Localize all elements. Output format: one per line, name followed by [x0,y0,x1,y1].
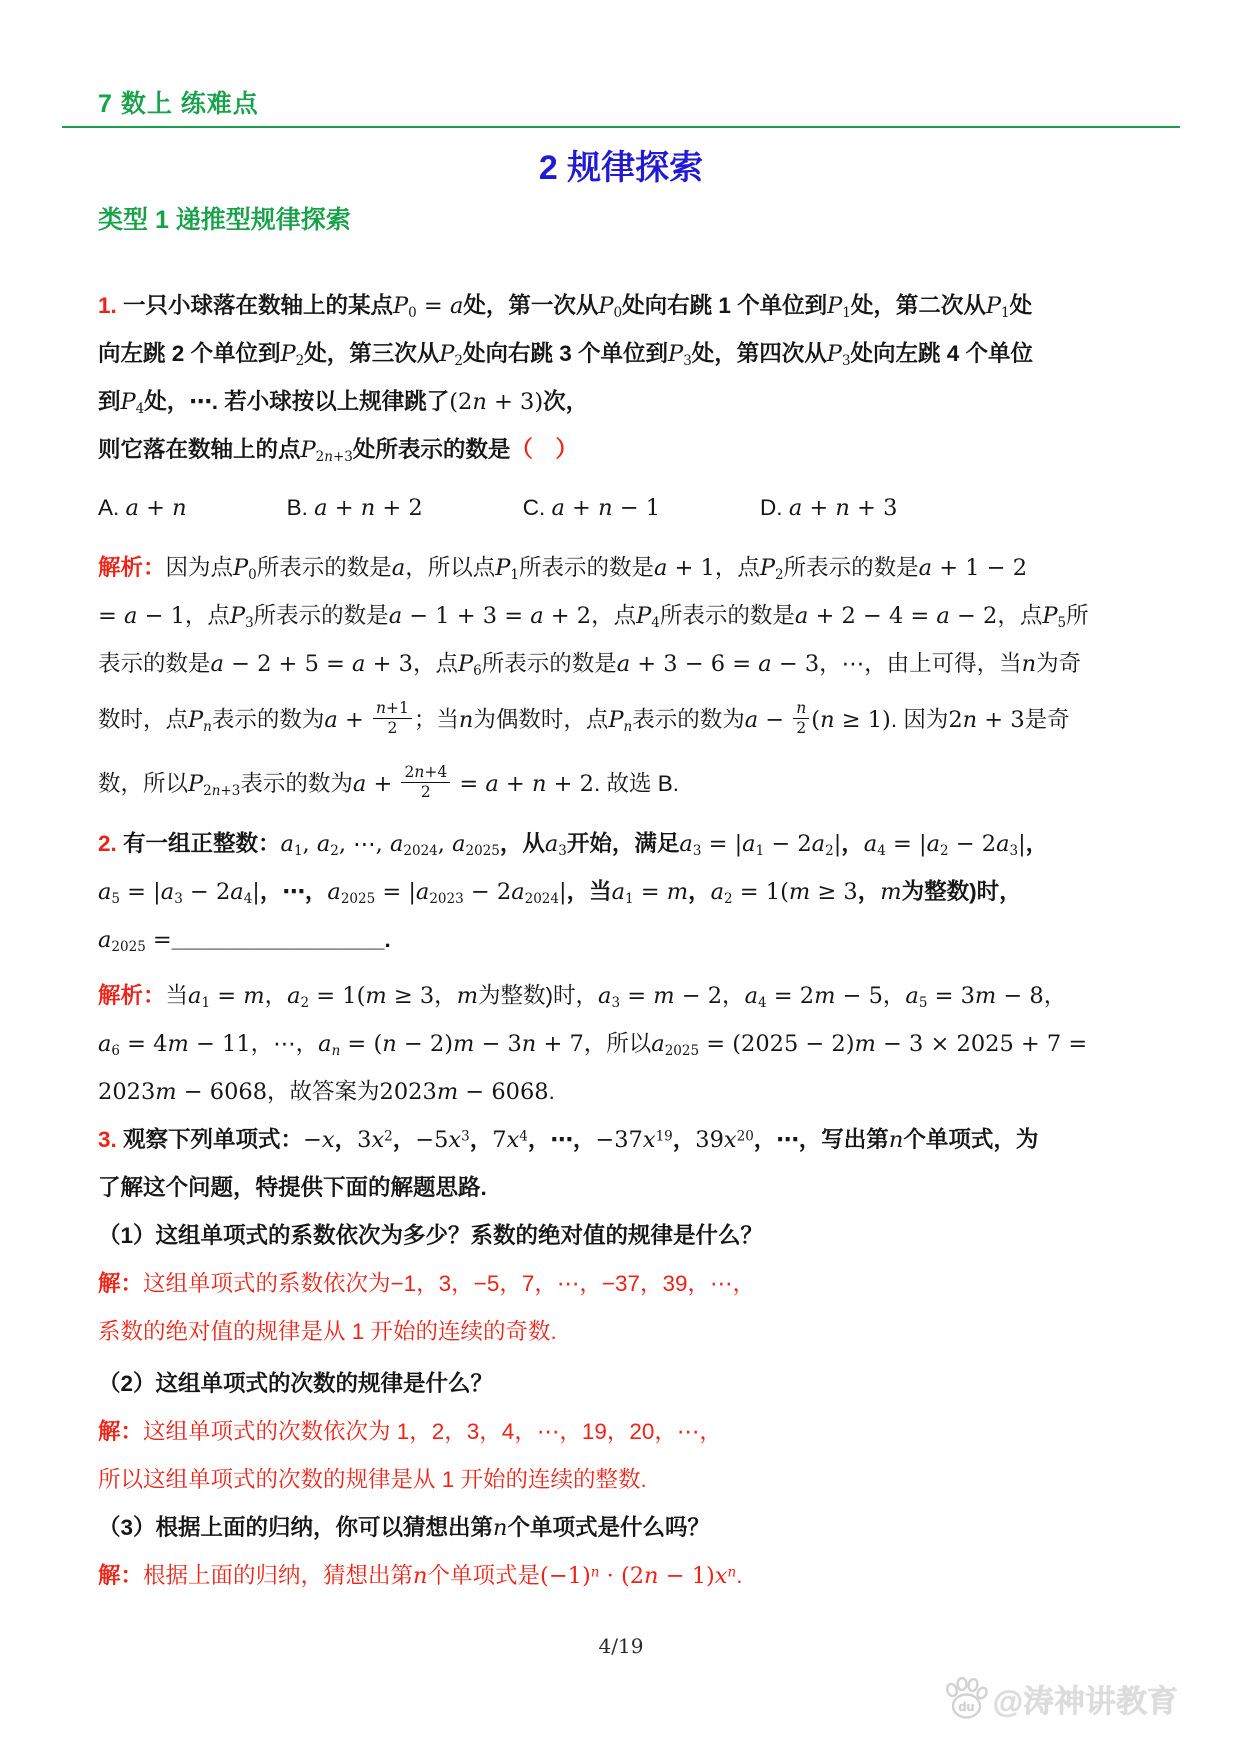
math-expression: m [880,879,902,905]
text-run: 了解这个问题，特提供下面的解题思路. [98,1175,487,1200]
text-run: 处向右跳 1 个单位到 [622,293,828,318]
text-run: 向左跳 2 个单位到 [98,341,281,366]
text-run: 为偶数时，点 [473,707,609,732]
text-run: ，⋯， [250,1031,319,1056]
problem-3-a2-line-2 [98,1456,1190,1504]
math-expression: a + n + 3 [788,495,898,521]
text-run: 解析： [98,983,166,1008]
problem-2-analysis-line-3 [98,1068,1190,1116]
text-run: ， [857,879,881,904]
text-run: 观察下列单项式： [116,1127,304,1152]
math-expression: $P_6$ [457,651,482,679]
text-run: 所表示的数是 [518,555,654,580]
text-run: 处向左跳 4 个单位 [850,341,1034,366]
text-run: 处向右跳 3 个单位到 [463,341,669,366]
problem-3-a1-line-1 [98,1260,1190,1308]
text-run: ， [841,831,864,856]
text-run: 所表示的数是 [783,555,919,580]
math-expression: a + n + 2 [314,495,423,521]
text-run: 表示的数为 [240,771,353,796]
text-run: . [384,927,391,952]
math-expression: $a_1 = m$ [188,983,265,1011]
problem-3-q1 [98,1212,1190,1260]
text-run: ， [469,1127,493,1152]
text-run: 根据上面的归纳，猜想出第 [143,1563,414,1588]
text-run: ， [672,1127,696,1152]
text-run: 表示的数为 [211,707,325,732]
math-expression: n [493,1515,508,1541]
math-expression: a + 3 − 6 = a − 3 [616,651,820,677]
text-run: 这组单项式的次数依次为 1，2，3，4，⋯，19，20，⋯， [143,1419,722,1444]
text-run: ， [434,983,457,1008]
math-expression: $a_2 = 1(m \ge 3$ [287,983,435,1011]
math-expression: $a_4 = 2m - 5$ [744,983,883,1011]
math-expression: $P_2$ [280,341,305,369]
math-expression: $P_1$ [495,555,519,583]
math-expression: a + 1 − 2 [918,555,1028,581]
problem-1-analysis-line-2 [98,592,1190,640]
text-run: 为奇 [1036,651,1082,676]
math-expression: = a − 1 [98,603,185,629]
math-expression: $a_1$, $a_2$, ⋯, $a_{2024}$, $a_{2025}$ [280,831,500,859]
text-run: 系数的绝对值的规律是从 1 开始的连续的奇数. [98,1319,557,1344]
problem-3-q3 [98,1504,1190,1552]
math-expression: a − 2 + 5 = a + 3 [210,651,413,677]
problem-1-analysis-line-5 [98,752,1190,816]
text-run: （ ） [510,437,578,462]
problem-1-line-2 [98,330,1190,378]
text-run: 2. [98,831,117,856]
text-run: 处，⋯. 若小球按以上规律跳了 [144,389,450,414]
watermark-text: @涛神讲教育 [992,1684,1178,1719]
problem-2-analysis-line-1 [98,972,1190,1020]
math-expression: a + [352,771,400,797]
math-expression: $P_0$ [598,293,623,321]
text-run: ，⋯， [259,879,328,904]
section-heading: 类型 1 递推型规律探索 [98,206,351,234]
text-run: ，点 [412,651,458,676]
math-expression: $-5x^3$ [415,1127,470,1153]
text-run: 解析： [98,555,166,580]
math-expression: = a + n + 2 [452,771,594,797]
text-run: 所表示的数是 [253,603,389,628]
text-run: 3. [98,1127,117,1152]
math-expression: 2n + 3 [948,707,1025,733]
math-expression: $a_{2025} = (2025 - 2)m - 3 \times 2025 + 7$ = [651,1031,1088,1059]
math-expression: $a_n = (n - 2)m - 3n + 7$ [318,1031,584,1059]
text-run: 解： [98,1563,144,1588]
math-expression: $a_4 = |a_2 - 2a_3|$ [863,831,1026,859]
watermark [943,1676,1178,1721]
text-run: 当 [165,983,189,1008]
math-expression: $P_4$ [636,603,660,631]
text-run: ，点 [714,555,760,580]
text-run: ，所以点 [405,555,496,580]
text-run: 处所表示的数是 [352,437,511,462]
math-expression: $(-1)^n \cdot (2n - 1)x^n$ [540,1563,737,1589]
text-run: 因为点 [165,555,234,580]
math-expression: $P_2$ [439,341,464,369]
math-expression: m [456,983,479,1009]
text-run: . 故选 B. [593,771,679,796]
math-expression: $P_4$ [120,389,145,417]
text-run: B. [286,495,315,520]
text-run: . 因为 [890,707,949,732]
svg-text:du: du [958,1698,975,1714]
text-run: 所以这组单项式的次数的规律是从 1 开始的连续的整数. [98,1467,647,1492]
text-run: 这组单项式的系数依次为−1，3，−5，7，⋯，−37，39，⋯， [143,1271,756,1296]
math-expression: $P_0$ [233,555,257,583]
problem-1-analysis-line-1 [98,544,1190,592]
math-expression: 2023m − 6068 [379,1079,549,1105]
math-expression: $P_3$ [229,603,254,631]
problem-2-blank-line [98,916,1190,964]
text-run: 处，第一次从 [463,293,599,318]
problem-1-analysis-line-4 [98,688,1190,752]
text-run: 是奇 [1024,707,1070,732]
text-run: ，当 [566,879,612,904]
baidu-paw-icon [943,1677,989,1721]
header-divider [62,126,1180,128]
problem-2-analysis-line-2 [98,1020,1190,1068]
math-expression: $P_3$ [668,341,692,369]
text-run: ，故答案为 [267,1079,380,1104]
math-expression: a + n [125,495,187,521]
text-run: 所表示的数是 [481,651,617,676]
text-run: ，点 [997,603,1043,628]
fraction: $\frac{n}{2}$ [791,699,811,737]
text-run: 处 [1009,293,1033,318]
problem-2-line-1 [98,820,1190,868]
math-expression: $a_5 = |a_3 - 2a_4|$ [98,879,260,907]
math-expression: $P_{2n+3}$ [188,771,241,799]
problem-3-line-1 [98,1116,1190,1164]
math-expression: −x [303,1127,335,1153]
page-number: 4/19 [598,1634,644,1658]
text-run: 数时，点 [98,707,189,732]
text-run: A. [98,495,126,520]
text-run: ，⋯， [527,1127,596,1152]
math-expression: 2023m − 6068 [98,1079,268,1105]
text-run: _________________ [171,927,385,952]
math-expression: $P_3$ [826,341,851,369]
text-run: 解： [98,1419,144,1444]
text-run: 处，第四次从 [691,341,827,366]
text-run: 处，第二次从 [850,293,986,318]
text-run: （2）这组单项式的次数的规律是什么？ [98,1371,494,1396]
problem-1-choices [98,484,1190,532]
math-expression: $a_2 = 1(m \ge 3$ [710,879,858,907]
text-run: ， [1043,983,1067,1008]
text-run: （3）根据上面的归纳，你可以猜想出第 [98,1515,494,1540]
math-expression: n [1021,651,1037,677]
text-run: 解： [98,1271,144,1296]
text-run: ，点 [184,603,230,628]
math-expression: a + 2 − 4 = a − 2 [794,603,998,629]
text-run: . [736,1563,743,1588]
math-expression: $P_1$ [985,293,1010,321]
text-run: ， [688,879,711,904]
text-run: ，所以 [583,1031,652,1056]
problem-1-line-1 [98,282,1190,330]
math-expression: $a_1 = m$ [611,879,689,907]
math-expression: $a_5 = 3m - 8$ [905,983,1044,1011]
math-expression: a − 1 + 3 = a + 2 [388,603,592,629]
text-run: ，⋯，由上可得，当 [819,651,1022,676]
math-expression: $3x^2$ [357,1127,393,1153]
text-run: ， [882,983,906,1008]
problem-3-q2 [98,1360,1190,1408]
page-header: 7 数上 练难点 [98,90,259,118]
text-run: 1. [98,293,117,318]
math-expression: $a_3$ [544,831,567,859]
page-title: 2 规律探索 [538,149,704,187]
math-expression: $P_n$ [188,707,212,735]
math-expression: $P_n$ [608,707,633,735]
text-run: 则它落在数轴上的点 [98,437,301,462]
text-run: 表示的数是 [98,651,211,676]
math-expression: (n ≥ 1) [811,707,891,733]
math-expression: $7x^4$ [492,1127,528,1153]
problem-1-line-3 [98,378,1190,426]
problem-3-a1-line-2 [98,1308,1190,1356]
text-run: ， [722,983,745,1008]
text-run: 到 [98,389,121,414]
fraction: $\frac{n+1}{2}$ [371,699,414,737]
math-expression: $a_{2025}$ = [98,927,172,955]
text-run: 个单项式，为 [903,1127,1039,1152]
problem-1-analysis-line-3 [98,640,1190,688]
text-run: ，从 [499,831,545,856]
math-expression: $a_6 = 4m - 11$ [98,1031,251,1059]
problem-3-a2-line-1 [98,1408,1190,1456]
text-run: ， [334,1127,358,1152]
fraction: $\frac{2n+4}{2}$ [399,763,452,801]
text-run: ；当 [413,707,459,732]
text-run: ， [264,983,288,1008]
math-expression: $P_{2n+3}$ [300,437,353,465]
text-run: 所表示的数是 [659,603,795,628]
text-run: ， [1025,831,1049,856]
text-run: 数，所以 [98,771,189,796]
text-run: ，⋯，写出第 [753,1127,889,1152]
problem-3-a3 [98,1552,1190,1600]
math-expression: a + [324,707,371,733]
math-expression: $P_1$ [827,293,851,321]
math-expression: $39x^{20}$ [695,1127,754,1153]
text-run: 个单项式是什么吗？ [507,1515,711,1540]
text-run: ，点 [591,603,637,628]
document-lines [98,282,1190,1600]
problem-1-line-4 [98,426,1190,474]
math-expression: $P_5$ [1042,603,1067,631]
math-expression: a [391,555,406,581]
text-run: 表示的数为 [632,707,745,732]
math-expression: $P_2$ [759,555,784,583]
text-run: 次， [543,389,589,414]
math-expression: $a_3 = |a_1 - 2a_2|$ [679,831,842,859]
text-run: C. [522,495,552,520]
math-expression: n [458,707,474,733]
math-expression: $a_3 = m - 2$ [598,983,723,1011]
math-expression: $-37x^{19}$ [595,1127,673,1153]
math-expression: a + n − 1 [551,495,661,521]
text-run: 个单项式是 [427,1563,541,1588]
math-expression: n [888,1127,904,1153]
math-expression: n [413,1563,428,1589]
text-run: 有一组正整数： [116,831,281,856]
math-expression: a − [744,707,792,733]
text-run: D. [760,495,789,520]
math-expression: $a_{2025} = |a_{2023} - 2a_{2024}|$ [327,879,567,907]
text-run: 处，第三次从 [304,341,440,366]
text-run: 所 [1066,603,1089,628]
problem-3-line-2 [98,1164,1190,1212]
text-run: 为整数)时， [478,983,599,1008]
math-expression: $P_0 = a$ [393,293,464,321]
math-expression: (2n + 3) [449,389,544,415]
text-run: 一只小球落在数轴上的某点 [116,293,394,318]
text-run: （1）这组单项式的系数依次为多少？系数的绝对值的规律是什么？ [98,1223,764,1248]
text-run: 所表示的数是 [256,555,392,580]
problem-2-line-2 [98,868,1190,916]
text-run: 开始，满足 [566,831,680,856]
text-run: ， [392,1127,416,1152]
math-expression: a + 1 [653,555,715,581]
text-run: 为整数)时， [901,879,1022,904]
text-run: . [548,1079,555,1104]
